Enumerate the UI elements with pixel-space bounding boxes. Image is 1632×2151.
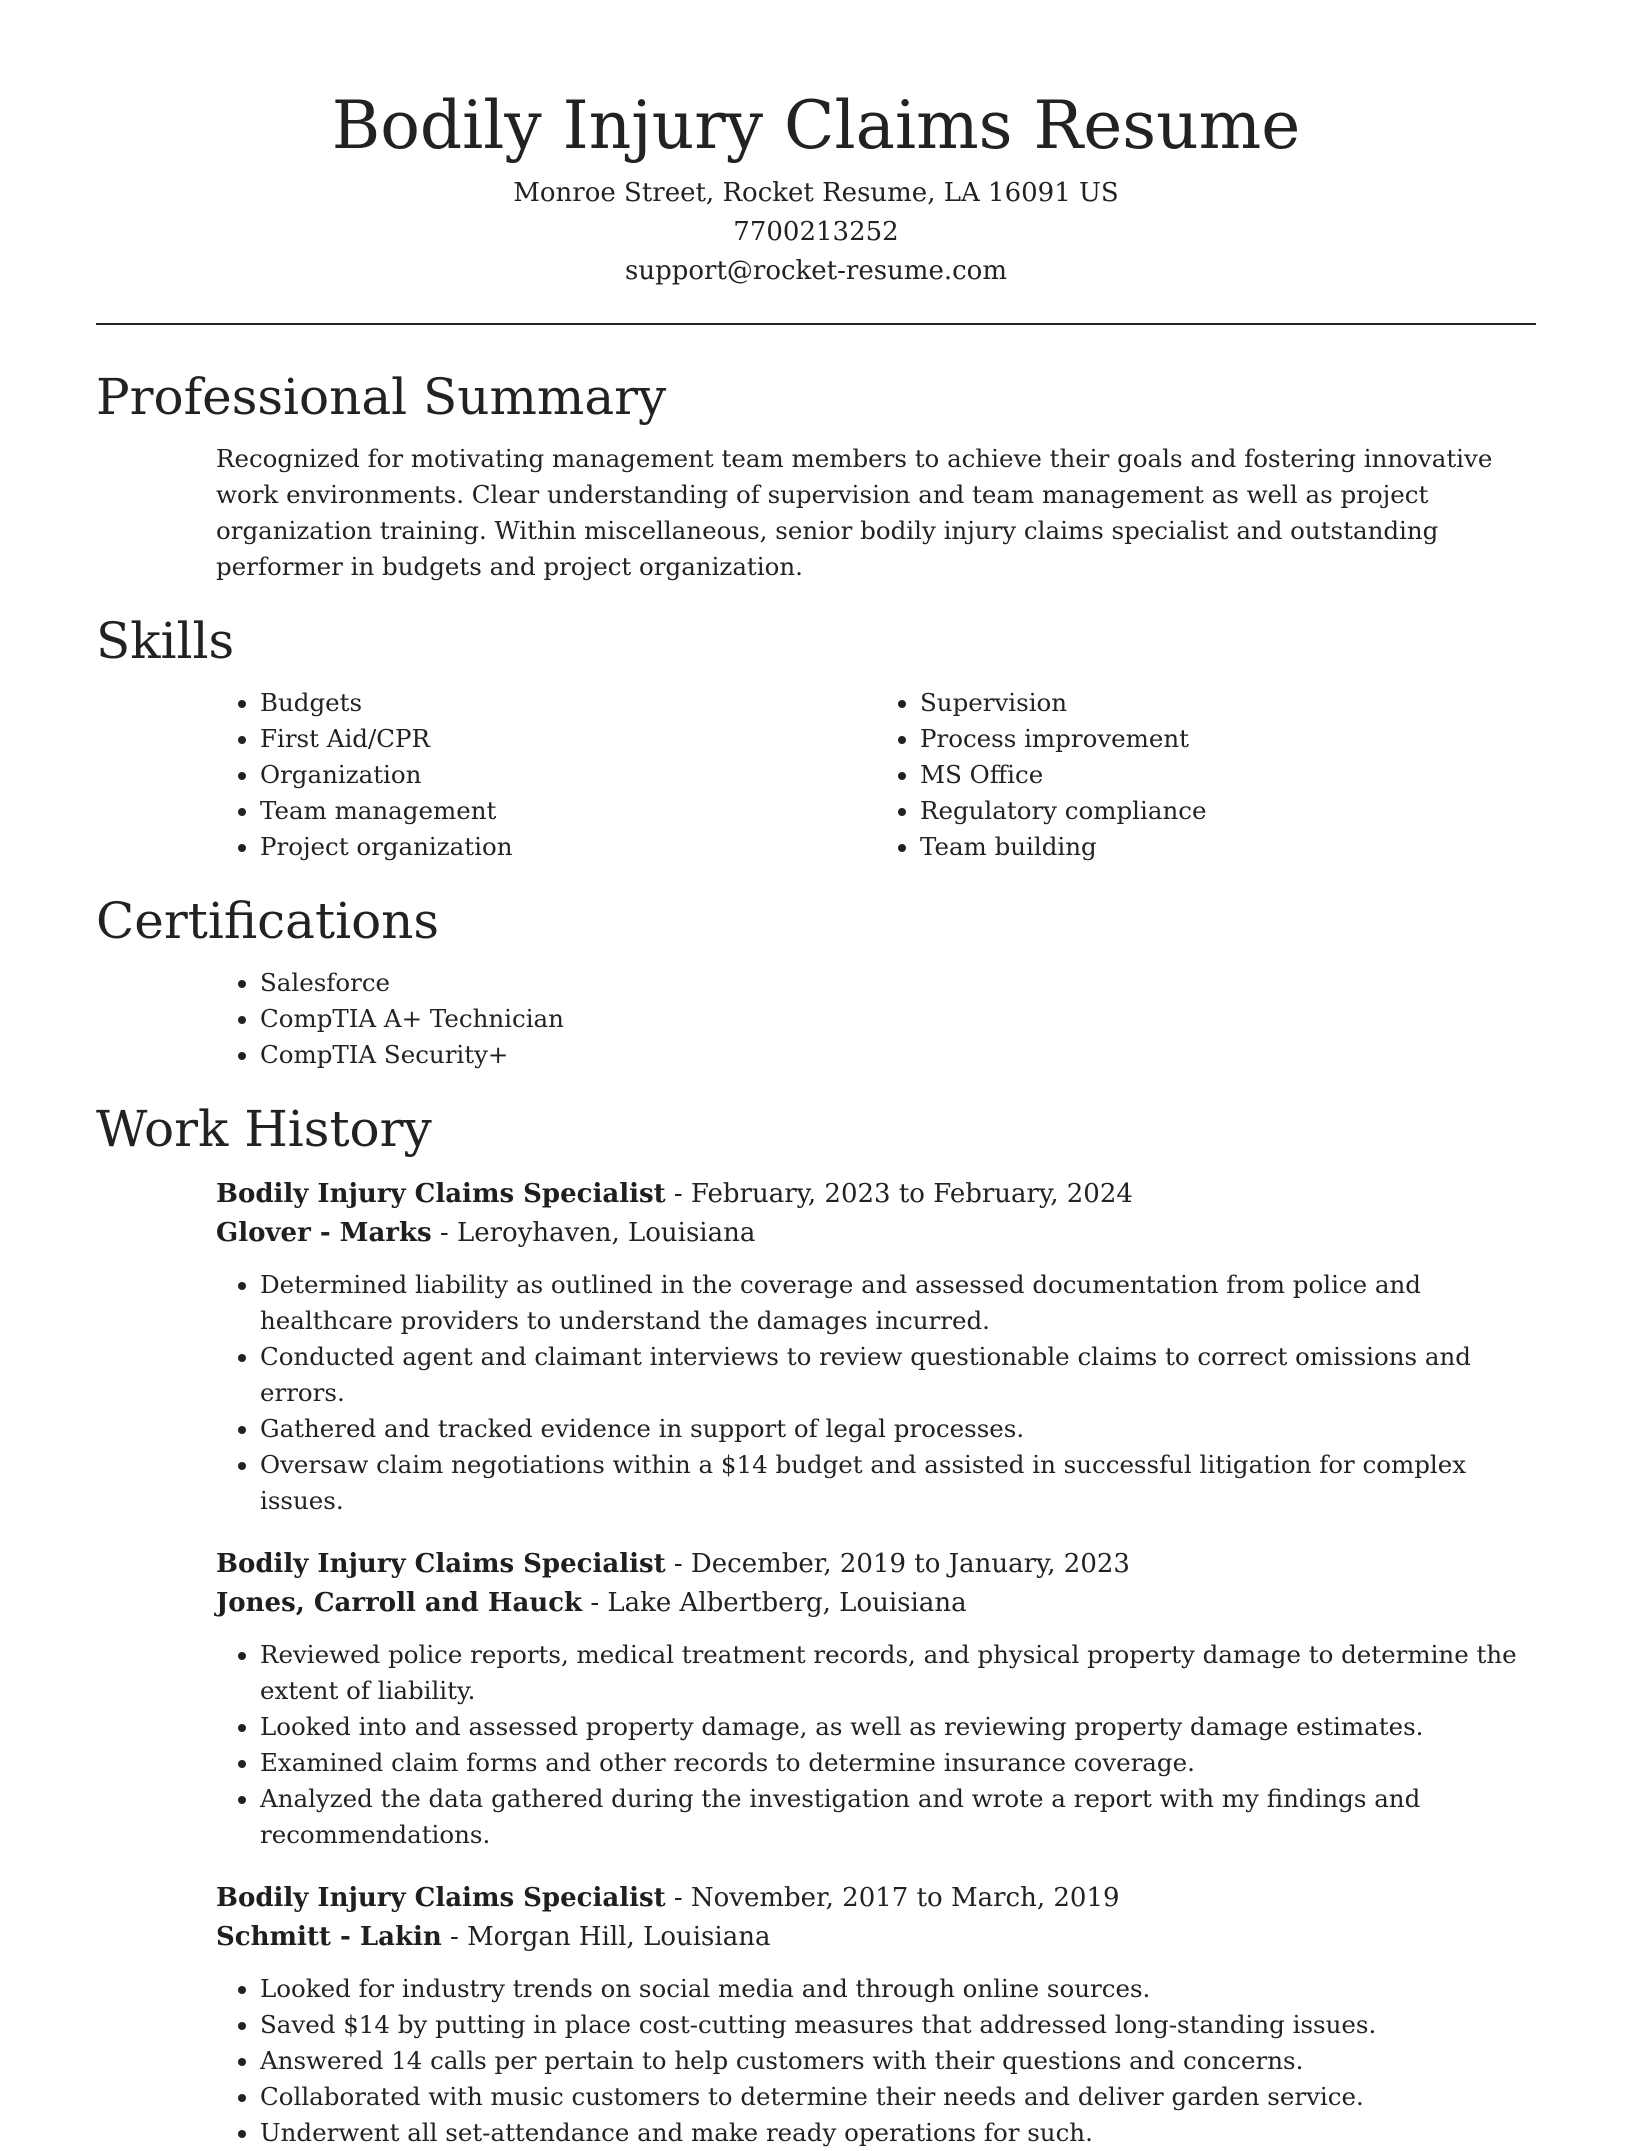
job-location: - Lake Albertberg, Louisiana	[582, 1588, 967, 1618]
job-bullets	[216, 1267, 1536, 1519]
list-item: • MS Office	[920, 757, 1536, 793]
list-item: • Collaborated with music customers to determine their needs and deliver garden service.	[260, 2079, 1536, 2115]
job-dates: - November, 2017 to March, 2019	[665, 1883, 1120, 1913]
certifications-heading: Certifications	[96, 892, 440, 950]
job-role: Bodily Injury Claims Specialist	[216, 1883, 666, 1913]
list-item: • Organization	[260, 757, 876, 793]
job-role: Bodily Injury Claims Specialist	[216, 1179, 666, 1209]
list-item: • Analyzed the data gathered during the investigation and wrote a report with my findings and recommendations.	[260, 1781, 1536, 1853]
list-item: • Salesforce	[260, 965, 1536, 1001]
list-item: • CompTIA A+ Technician	[260, 1001, 1536, 1037]
skills-column-right	[876, 685, 1536, 865]
list-item: • Saved $14 by putting in place cost-cutting measures that addressed long-standing issues.	[260, 2007, 1536, 2043]
job-company-line	[216, 1584, 1536, 1623]
job-entry	[216, 1879, 1536, 2151]
list-item: • Budgets	[260, 685, 876, 721]
job-company-line	[216, 1214, 1536, 1253]
list-item: • Gathered and tracked evidence in support of legal processes.	[260, 1411, 1536, 1447]
skills-heading: Skills	[96, 612, 235, 670]
list-item: • Team building	[920, 829, 1536, 865]
resume-header	[96, 0, 1536, 291]
list-item: • Oversaw claim negotiations within a $14 budget and assisted in successful litigation for complex issues.	[260, 1447, 1536, 1519]
list-item: • Underwent all set-attendance and make ready operations for such.	[260, 2115, 1536, 2151]
list-item: • Process improvement	[920, 721, 1536, 757]
job-dates: - February, 2023 to February, 2024	[665, 1179, 1133, 1209]
job-role-line	[216, 1175, 1536, 1214]
list-item: • Determined liability as outlined in the coverage and assessed documentation from police and healthcare providers to understand the damages incurred.	[260, 1267, 1536, 1339]
address: Monroe Street, Rocket Resume, LA 16091 US	[513, 178, 1119, 208]
job-bullets	[216, 1971, 1536, 2151]
list-item: • Regulatory compliance	[920, 793, 1536, 829]
job-company: Jones, Carroll and Hauck	[216, 1588, 583, 1618]
work-history-heading: Work History	[96, 1100, 432, 1158]
list-item: • Conducted agent and claimant interviews to review questionable claims to correct omissions and errors.	[260, 1339, 1536, 1411]
job-dates: - December, 2019 to January, 2023	[665, 1549, 1130, 1579]
job-location: - Morgan Hill, Louisiana	[441, 1922, 771, 1952]
certifications-list	[216, 965, 1536, 1073]
list-item: • Looked into and assessed property damage, as well as reviewing property damage estimates.	[260, 1709, 1536, 1745]
list-item: • CompTIA Security+	[260, 1037, 1536, 1073]
summary-heading: Professional Summary	[96, 368, 667, 426]
list-item: • Reviewed police reports, medical treatment records, and physical property damage to determine the extent of liability.	[260, 1637, 1536, 1709]
job-location: - Leroyhaven, Louisiana	[431, 1218, 756, 1248]
list-item: • Answered 14 calls per pertain to help customers with their questions and concerns.	[260, 2043, 1536, 2079]
job-entry	[216, 1545, 1536, 1853]
job-role-line	[216, 1545, 1536, 1584]
job-company: Glover - Marks	[216, 1218, 432, 1248]
job-role-line	[216, 1879, 1536, 1918]
list-item: • Supervision	[920, 685, 1536, 721]
email: support@rocket-resume.com	[624, 256, 1007, 286]
phone: 7700213252	[733, 217, 899, 247]
skills-list	[216, 685, 1536, 865]
list-item: • First Aid/CPR	[260, 721, 876, 757]
job-role: Bodily Injury Claims Specialist	[216, 1549, 666, 1579]
job-entry	[216, 1175, 1536, 1519]
header-divider	[96, 323, 1536, 325]
job-bullets	[216, 1637, 1536, 1853]
resume-title: Bodily Injury Claims Resume	[331, 87, 1301, 164]
resume-page	[96, 0, 1536, 2147]
list-item: • Team management	[260, 793, 876, 829]
summary-text: Recognized for motivating management team members to achieve their goals and fostering innovative work environments. Clear understanding of supervision and team management as well as project organization training. Within miscellaneous, senior bodily injury claims specialist and outstanding performer in budgets and project organization.	[216, 444, 1493, 581]
list-item: • Project organization	[260, 829, 876, 865]
job-company: Schmitt - Lakin	[216, 1922, 442, 1952]
list-item: • Examined claim forms and other records to determine insurance coverage.	[260, 1745, 1536, 1781]
contact-block	[96, 174, 1536, 291]
list-item: • Looked for industry trends on social media and through online sources.	[260, 1971, 1536, 2007]
job-company-line	[216, 1918, 1536, 1957]
skills-column-left	[216, 685, 876, 865]
